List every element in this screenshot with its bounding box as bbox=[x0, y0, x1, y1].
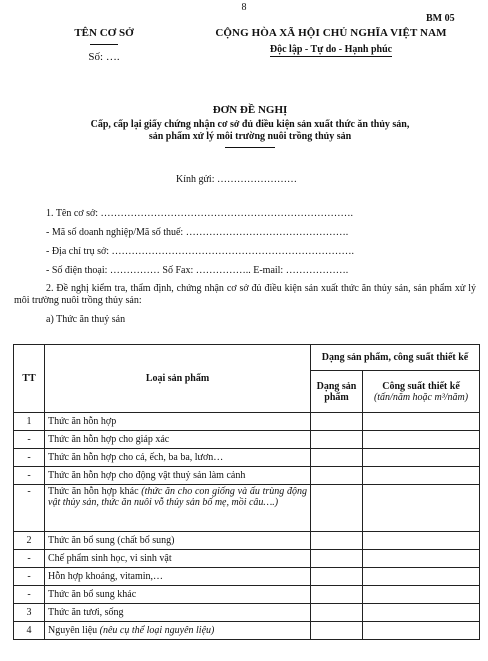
row-tt: - bbox=[14, 467, 45, 485]
col-capacity-unit: (tấn/năm hoặc m³/năm) bbox=[373, 391, 469, 403]
row-product bbox=[45, 449, 311, 467]
row-product-label: Hỗn hợp khoáng, vitamin,… bbox=[48, 571, 163, 582]
title-sub-1: Cấp, cấp lại giấy chứng nhận cơ sở đủ điều kiện sản xuất thức ăn thủy sản, bbox=[90, 119, 410, 130]
row-product bbox=[45, 622, 311, 640]
row-capacity-cell[interactable] bbox=[363, 449, 480, 467]
row-tt: 4 bbox=[14, 622, 45, 640]
row-product-label: Thức ăn hỗn hợp cho giáp xác bbox=[48, 434, 170, 445]
table-row bbox=[14, 604, 480, 622]
row-capacity-cell[interactable] bbox=[363, 568, 480, 586]
title-divider bbox=[225, 147, 275, 148]
section-a-heading: a) Thức ăn thuỷ sản bbox=[46, 314, 126, 325]
issuer-block bbox=[52, 27, 156, 63]
col-product-header: Loại sản phẩm bbox=[45, 345, 311, 413]
row-form-cell[interactable] bbox=[311, 550, 363, 568]
row-form-cell[interactable] bbox=[311, 532, 363, 550]
nation-name: CỘNG HÒA XÃ HỘI CHỦ NGHĨA VIỆT NAM bbox=[215, 27, 447, 39]
doc-number: Số: …. bbox=[88, 51, 120, 63]
table-row bbox=[14, 431, 480, 449]
row-tt: - bbox=[14, 586, 45, 604]
facility-name-field[interactable]: 1. Tên cơ sở: …………………………………………………………………. bbox=[46, 208, 354, 219]
row-product bbox=[45, 413, 311, 431]
product-table bbox=[13, 344, 480, 640]
table-row bbox=[14, 568, 480, 586]
row-form-cell[interactable] bbox=[311, 586, 363, 604]
row-product-label: Thức ăn hỗn hợp cho động vật thuỷ sản làm cảnh bbox=[48, 470, 246, 481]
page-number: 8 bbox=[241, 2, 247, 13]
row-product bbox=[45, 467, 311, 485]
row-form-cell[interactable] bbox=[311, 431, 363, 449]
row-form-cell[interactable] bbox=[311, 622, 363, 640]
row-form-cell[interactable] bbox=[311, 467, 363, 485]
document-title bbox=[40, 104, 460, 148]
row-product bbox=[45, 568, 311, 586]
row-product-note: (thức ăn cho con giống và ấu trùng động vật thủy sản, thức ăn nuôi vỗ thủy sản bố mẹ, mồi câu….) bbox=[48, 486, 308, 508]
row-tt: - bbox=[14, 568, 45, 586]
row-product-label: Thức ăn bổ sung khác bbox=[48, 589, 137, 600]
national-header bbox=[196, 27, 466, 57]
row-product bbox=[45, 586, 311, 604]
request-paragraph: 2. Đề nghị kiểm tra, thẩm định, chứng nhận cơ sở đủ điều kiện sản xuất thức ăn thủy sản, sản phẩm xử lý môi trường nuôi trồng thủy sản: bbox=[14, 283, 476, 306]
address-field[interactable]: - Địa chỉ trụ sở: ………………………………………………………………. bbox=[46, 246, 355, 257]
row-product-label: Chế phẩm sinh học, vi sinh vật bbox=[48, 553, 172, 564]
col-tt-header: TT bbox=[14, 345, 45, 413]
col-capacity-header bbox=[363, 371, 480, 413]
row-tt: 3 bbox=[14, 604, 45, 622]
row-capacity-cell[interactable] bbox=[363, 532, 480, 550]
row-tt: - bbox=[14, 550, 45, 568]
row-capacity-cell[interactable] bbox=[363, 622, 480, 640]
row-capacity-cell[interactable] bbox=[363, 485, 480, 532]
table-row bbox=[14, 485, 480, 532]
form-code: BM 05 bbox=[426, 13, 455, 24]
row-product bbox=[45, 532, 311, 550]
greeting-line[interactable]: Kính gửi: …………………… bbox=[176, 174, 297, 185]
row-form-cell[interactable] bbox=[311, 485, 363, 532]
row-form-cell[interactable] bbox=[311, 604, 363, 622]
table-row bbox=[14, 586, 480, 604]
row-form-cell[interactable] bbox=[311, 568, 363, 586]
table-row bbox=[14, 449, 480, 467]
row-product-label: Thức ăn hỗn hợp cho cá, ếch, ba ba, lươn… bbox=[48, 452, 224, 463]
row-product bbox=[45, 550, 311, 568]
tax-id-field[interactable]: - Mã số doanh nghiệp/Mã số thuế: …………………………………………. bbox=[46, 227, 349, 238]
row-product bbox=[45, 604, 311, 622]
row-product bbox=[45, 431, 311, 449]
title-sub-2: sản phẩm xử lý môi trường nuôi trồng thủy sản bbox=[148, 131, 352, 142]
row-tt: - bbox=[14, 449, 45, 467]
title-main: ĐƠN ĐỀ NGHỊ bbox=[212, 104, 288, 116]
row-product-label: Thức ăn hỗn hợp khác bbox=[48, 486, 139, 497]
row-capacity-cell[interactable] bbox=[363, 431, 480, 449]
row-product-label: Thức ăn hỗn hợp bbox=[48, 416, 117, 427]
row-capacity-cell[interactable] bbox=[363, 413, 480, 431]
row-product-note: (nêu cụ thể loại nguyên liệu) bbox=[99, 625, 215, 636]
col-capacity-label: Công suất thiết kế bbox=[382, 380, 460, 392]
row-tt: - bbox=[14, 485, 45, 532]
org-divider bbox=[90, 44, 118, 45]
col-group-header: Dạng sản phẩm, công suất thiết kế bbox=[311, 345, 480, 371]
row-product-label: Nguyên liệu bbox=[48, 625, 98, 636]
row-product-label: Thức ăn tươi, sống bbox=[48, 607, 124, 618]
row-product-label: Thức ăn bổ sung (chất bổ sung) bbox=[48, 535, 175, 546]
row-capacity-cell[interactable] bbox=[363, 586, 480, 604]
row-form-cell[interactable] bbox=[311, 413, 363, 431]
row-product bbox=[45, 485, 311, 532]
row-form-cell[interactable] bbox=[311, 449, 363, 467]
row-tt: 2 bbox=[14, 532, 45, 550]
org-name: TÊN CƠ SỞ bbox=[74, 27, 134, 39]
row-capacity-cell[interactable] bbox=[363, 604, 480, 622]
table-row bbox=[14, 532, 480, 550]
table-row bbox=[14, 467, 480, 485]
table-row bbox=[14, 550, 480, 568]
table-row bbox=[14, 413, 480, 431]
row-tt: - bbox=[14, 431, 45, 449]
national-motto: Độc lập - Tự do - Hạnh phúc bbox=[269, 44, 393, 55]
row-tt: 1 bbox=[14, 413, 45, 431]
contact-field[interactable]: - Số điện thoại: …………… Số Fax: …………….. E-mail: ………………. bbox=[46, 265, 349, 276]
table-row bbox=[14, 622, 480, 640]
col-form-header: Dạng sản phẩm bbox=[311, 371, 363, 413]
row-capacity-cell[interactable] bbox=[363, 467, 480, 485]
row-capacity-cell[interactable] bbox=[363, 550, 480, 568]
